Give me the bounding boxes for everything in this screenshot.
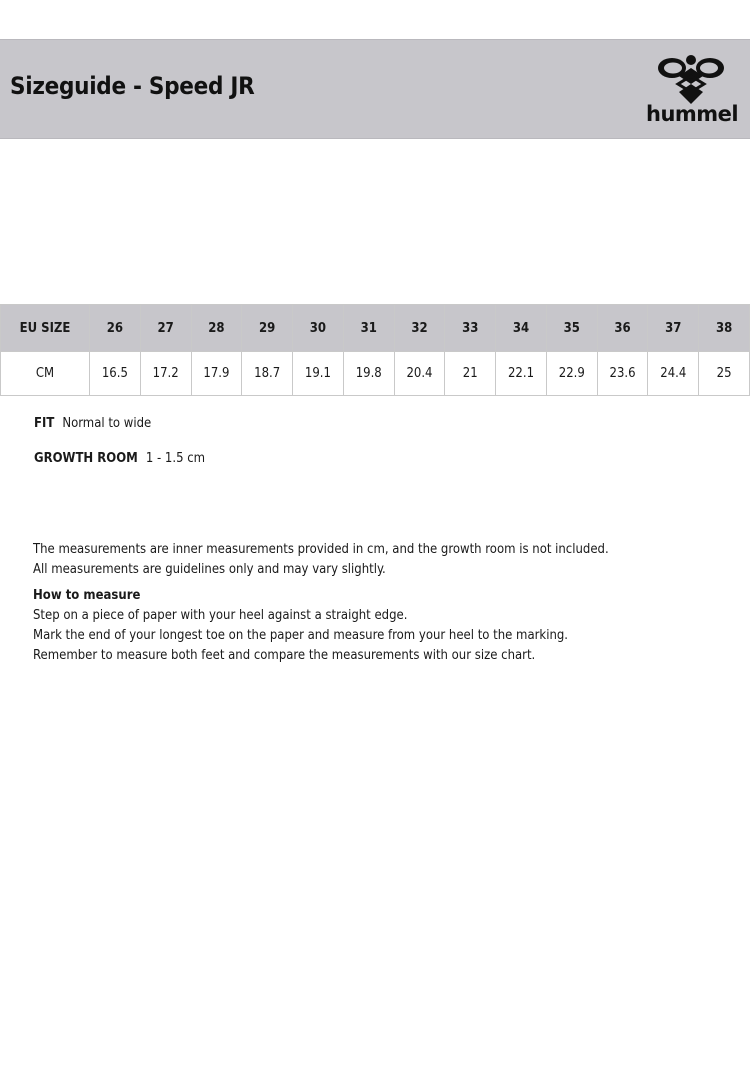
cm-cell: 22.1 [496, 352, 547, 396]
eu-size-cell: 35 [546, 305, 597, 352]
cm-cell: 23.6 [597, 352, 648, 396]
eu-size-cell: 30 [293, 305, 344, 352]
cm-cell: 18.7 [242, 352, 293, 396]
note-inner-measurements: The measurements are inner measurements provided in cm, and the growth room is not included. [33, 542, 609, 557]
cm-label: CM [1, 352, 90, 396]
eu-size-cell: 27 [140, 305, 191, 352]
eu-size-row [1, 305, 750, 352]
growth-room-info [34, 451, 205, 466]
note-guidelines: All measurements are guidelines only and may vary slightly. [33, 562, 386, 577]
eu-size-cell: 26 [90, 305, 141, 352]
fit-label: FIT [34, 416, 55, 431]
cm-cell: 21 [445, 352, 496, 396]
cm-cell: 19.8 [343, 352, 394, 396]
eu-size-cell: 34 [496, 305, 547, 352]
cm-cell: 16.5 [90, 352, 141, 396]
cm-cell: 19.1 [293, 352, 344, 396]
eu-size-cell: 32 [394, 305, 445, 352]
how-to-step-1: Step on a piece of paper with your heel against a straight edge. [33, 608, 408, 623]
eu-size-cell: 28 [191, 305, 242, 352]
eu-size-cell: 31 [343, 305, 394, 352]
bee-logo-icon [656, 54, 726, 106]
eu-size-cell: 38 [699, 305, 750, 352]
eu-size-cell: 29 [242, 305, 293, 352]
how-to-step-3: Remember to measure both feet and compare the measurements with our size chart. [33, 648, 536, 663]
growth-room-value: 1 - 1.5 cm [145, 451, 206, 466]
cm-cell: 20.4 [394, 352, 445, 396]
size-table [0, 304, 750, 396]
page-title: Sizeguide - Speed JR [10, 72, 255, 100]
measurement-notes [33, 540, 713, 666]
how-to-step-2: Mark the end of your longest toe on the paper and measure from your heel to the marking. [33, 628, 568, 643]
cm-cell: 24.4 [648, 352, 699, 396]
eu-size-cell: 37 [648, 305, 699, 352]
cm-cell: 17.2 [140, 352, 191, 396]
how-to-measure-heading: How to measure [33, 588, 141, 603]
eu-size-cell: 36 [597, 305, 648, 352]
header-bar [0, 39, 750, 139]
fit-value: Normal to wide [62, 416, 152, 431]
cm-cell: 22.9 [546, 352, 597, 396]
growth-room-label: GROWTH ROOM [34, 451, 138, 466]
brand-wordmark: hummel [646, 102, 739, 126]
fit-info [34, 416, 151, 431]
eu-size-cell: 33 [445, 305, 496, 352]
cm-cell: 17.9 [191, 352, 242, 396]
hummel-logo [646, 54, 739, 132]
eu-size-label: EU SIZE [1, 305, 90, 352]
cm-cell: 25 [699, 352, 750, 396]
cm-row [1, 352, 750, 396]
